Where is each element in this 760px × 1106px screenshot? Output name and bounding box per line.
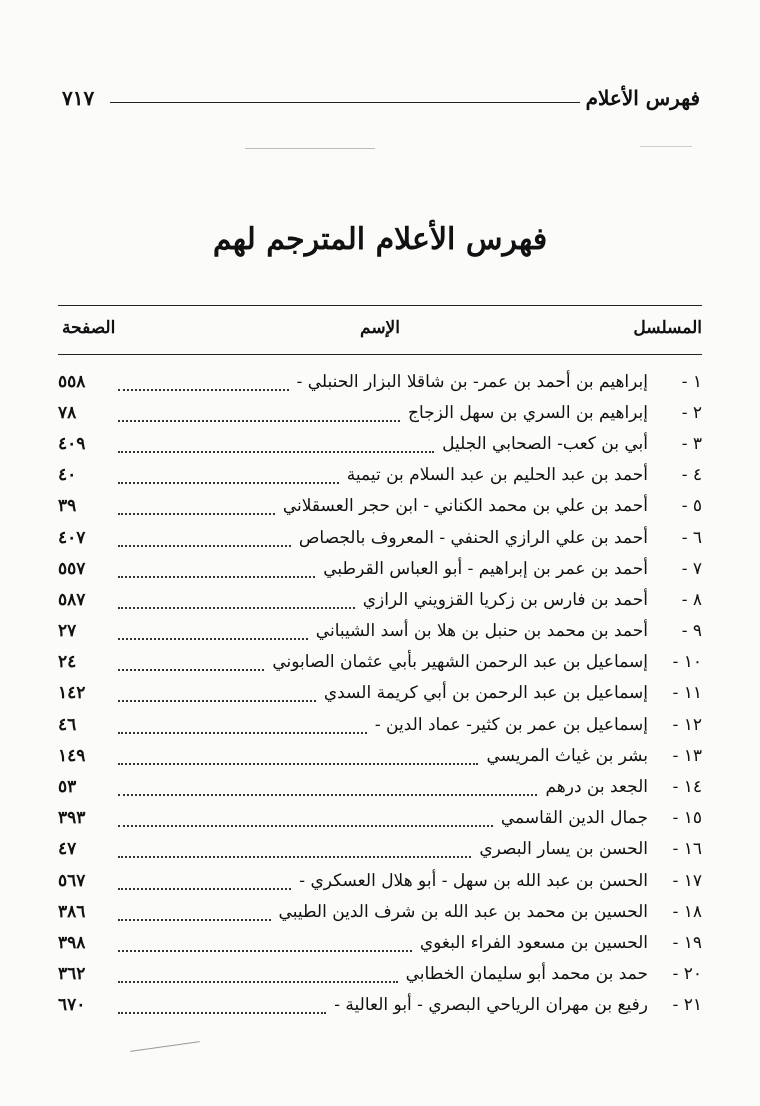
row-page: ١٤٩ [58,745,86,766]
table-row [58,647,702,678]
table-row [58,740,702,771]
row-serial: ١٥ - [672,808,702,829]
table-row [58,803,702,834]
row-serial: ٧ - [681,558,702,579]
row-serial: ٩ - [681,621,702,642]
row-page: ٤٠٧ [58,527,86,548]
table-row [58,959,702,990]
row-serial: ١٢ - [672,714,702,735]
row-serial: ٢ - [681,402,702,423]
row-name: أحمد بن فارس بن زكريا القزويني الرازي [362,589,648,610]
dot-leader [118,566,315,578]
scan-mark [130,1041,199,1052]
row-name: حمد بن محمد أبو سليمان الخطابي [405,964,648,985]
row-name: الجعد بن درهم [545,777,648,798]
dot-leader [118,909,271,921]
row-page: ٣٩٨ [58,932,86,953]
row-page: ٤٠ [58,465,77,486]
row-page: ١٤٢ [58,683,86,704]
header-rule [110,102,590,103]
row-name: إسماعيل بن عمر بن كثير- عماد الدين - [374,714,648,735]
row-page: ٤٧ [58,839,77,860]
running-header-title: فهرس الأعلام [580,86,700,110]
row-name: أحمد بن علي بن محمد الكناني - ابن حجر العسقلاني [282,496,648,517]
dot-leader [118,940,412,952]
dot-leader [118,878,291,890]
table-row [58,491,702,522]
table-header-rule [58,354,702,355]
table-row [58,927,702,958]
row-name: الحسين بن محمد بن عبد الله بن شرف الدين الطيبي [278,901,648,922]
row-page: ٣٨٦ [58,901,86,922]
row-name: إبراهيم بن السري بن سهل الزجاج [408,402,648,423]
dot-leader [118,1002,326,1014]
dot-leader [118,722,367,734]
row-serial: ١٧ - [672,870,702,891]
table-row [58,616,702,647]
dot-leader [118,971,398,983]
row-name: أحمد بن محمد بن حنبل بن هلا بن أسد الشيباني [315,621,648,642]
row-page: ٧٨ [58,402,77,423]
table-row [58,834,702,865]
table-row [58,896,702,927]
row-serial: ١٤ - [672,777,702,798]
column-header-name: الإسم [360,318,400,338]
row-name: بشر بن غياث المريسي [486,745,648,766]
row-serial: ١ - [681,371,702,392]
dot-leader [118,690,316,702]
table-row [58,460,702,491]
row-serial: ٣ - [681,433,702,454]
table-row [58,522,702,553]
table-row [58,990,702,1021]
dot-leader [118,628,308,640]
dot-leader [118,535,291,547]
index-table [58,366,702,1021]
row-page: ٦٧٠ [58,995,86,1016]
row-serial: ٢١ - [672,995,702,1016]
row-name: رفيع بن مهران الرياحي البصري - أبو العالية - [334,995,648,1016]
column-header-serial: المسلسل [633,318,702,338]
table-row [58,584,702,615]
row-name: إبراهيم بن أحمد بن عمر- بن شاقلا البزار الحنبلي - [296,371,648,392]
dot-leader [118,597,355,609]
row-page: ٢٧ [58,621,77,642]
row-serial: ١١ - [672,683,702,704]
scan-mark [640,146,692,147]
row-page: ٥٥٨ [58,371,86,392]
dot-leader [118,441,434,453]
dot-leader [118,784,537,796]
table-row [58,397,702,428]
dot-leader [118,503,275,515]
table-row [58,771,702,802]
row-name: الحسن بن عبد الله بن سهل - أبو هلال العسكري - [299,870,648,891]
table-row [58,366,702,397]
row-page: ٥٦٧ [58,870,86,891]
row-page: ٣٩ [58,496,77,517]
row-page: ٣٩٣ [58,808,86,829]
row-serial: ١٦ - [672,839,702,860]
row-page: ٥٨٧ [58,589,86,610]
row-serial: ٤ - [681,465,702,486]
row-name: أبي بن كعب- الصحابي الجليل [442,433,648,454]
dot-leader [118,846,471,858]
dot-leader [118,472,339,484]
table-top-rule [58,305,702,306]
table-row [58,709,702,740]
dot-leader [118,753,478,765]
row-page: ٥٥٧ [58,558,86,579]
row-serial: ١٨ - [672,901,702,922]
row-page: ٢٤ [58,652,77,673]
row-name: أحمد بن علي الرازي الحنفي - المعروف بالجصاص [298,527,648,548]
row-name: إسماعيل بن عبد الرحمن بن أبي كريمة السدي [323,683,648,704]
row-serial: ٨ - [681,589,702,610]
running-header [62,86,700,116]
row-page: ٤٦ [58,714,77,735]
row-page: ٥٣ [58,777,77,798]
column-header-page: الصفحة [62,318,116,338]
dot-leader [118,410,400,422]
row-page: ٣٦٢ [58,964,86,985]
row-name: جمال الدين القاسمي [500,808,648,829]
row-serial: ٢٠ - [672,964,702,985]
dot-leader [118,659,264,671]
dot-leader [118,815,493,827]
row-serial: ١٩ - [672,932,702,953]
table-row [58,553,702,584]
row-name: أحمد بن عمر بن إبراهيم - أبو العباس القرطبي [323,558,648,579]
table-row [58,678,702,709]
row-name: أحمد بن عبد الحليم بن عبد السلام بن تيمية [346,465,648,486]
row-name: الحسن بن يسار البصري [479,839,648,860]
row-serial: ١٠ - [672,652,702,673]
scan-mark [245,148,375,149]
row-serial: ٥ - [681,496,702,517]
row-serial: ١٣ - [672,745,702,766]
row-serial: ٦ - [681,527,702,548]
page-title: فهرس الأعلام المترجم لهم [212,222,548,257]
table-row [58,428,702,459]
page-number: ٧١٧ [62,86,100,110]
row-name: الحسين بن مسعود الفراء البغوي [419,932,648,953]
row-page: ٤٠٩ [58,433,86,454]
table-row [58,865,702,896]
dot-leader [118,379,289,391]
row-name: إسماعيل بن عبد الرحمن الشهير بأبي عثمان الصابوني [272,652,648,673]
